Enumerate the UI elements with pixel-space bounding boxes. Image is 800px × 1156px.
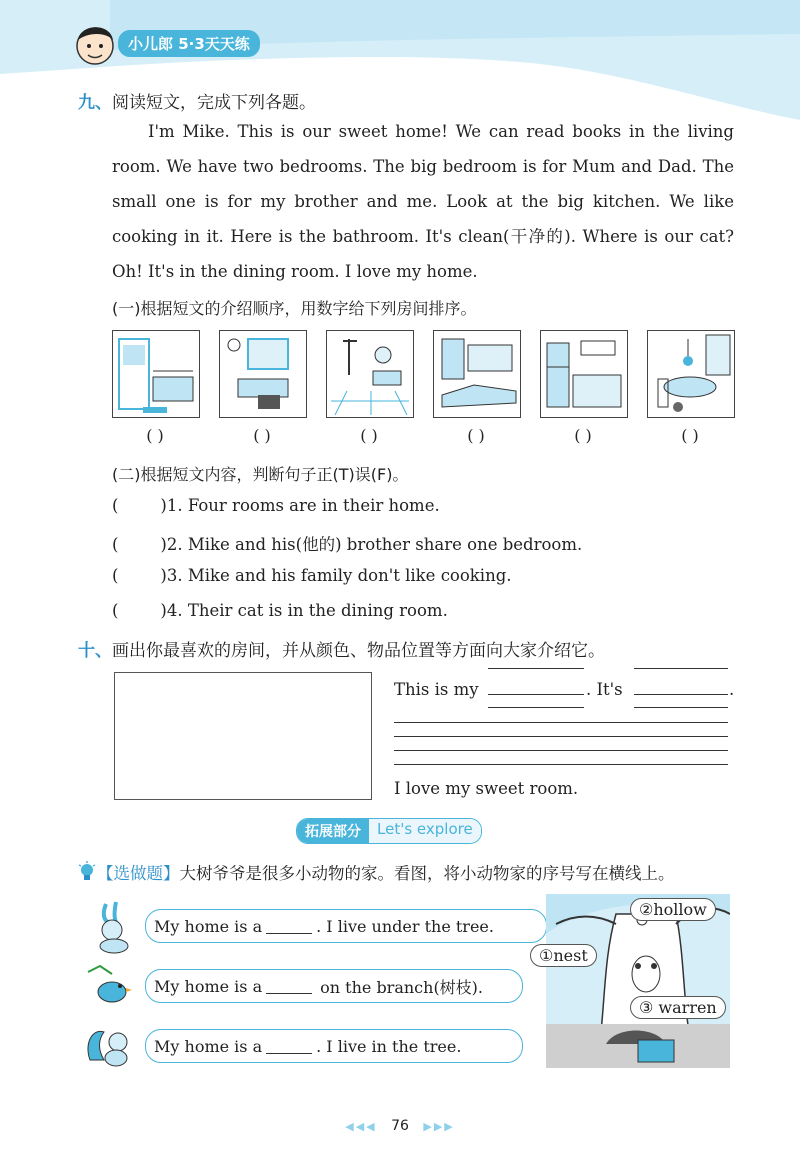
label-nest: ①nest: [530, 944, 597, 967]
lightbulb-icon: [78, 861, 96, 883]
this-is-my-label: This is my: [394, 680, 479, 699]
writing-line-3[interactable]: [394, 750, 728, 751]
tf-statement-2[interactable]: ( )2. Mike and his(他的) brother share one bedroom.: [112, 535, 583, 554]
writing-line-1[interactable]: [394, 722, 728, 723]
part-2-instruction: (二)根据短文内容，判断句子正(T)误(F)。: [112, 465, 409, 484]
optional-title: 大树爷爷是很多小动物的家。看图，将小动物家的序号写在横线上。: [179, 864, 675, 883]
explore-english: Let's explore: [369, 819, 481, 843]
order-blank-4[interactable]: ( ): [467, 426, 485, 445]
rabbit-icon: [88, 900, 138, 954]
label-warren: ③ warren: [630, 996, 726, 1019]
order-blank-3[interactable]: ( ): [360, 426, 378, 445]
section-10-number: 十、: [78, 641, 112, 661]
sentence-1-end: . I live under the tree.: [316, 916, 494, 936]
color-answer-line[interactable]: [634, 694, 728, 695]
picture-bathroom: [326, 330, 414, 418]
answer-blank-1[interactable]: [266, 919, 312, 934]
sentence-bubble-1: [145, 909, 547, 943]
right-arrows-icon: ▶▶▶: [423, 1120, 455, 1133]
order-blank-5[interactable]: ( ): [574, 426, 592, 445]
explore-label: 拓展部分: [297, 819, 369, 843]
part-1-instruction: (一)根据短文的介绍顺序，用数字给下列房间排序。: [112, 299, 477, 318]
sentence-3-start: My home is a: [154, 1036, 263, 1056]
guide-line: [488, 707, 584, 708]
picture-dining-room: [647, 330, 735, 418]
sentence-1-start: My home is a: [154, 916, 263, 936]
order-blank-6[interactable]: ( ): [681, 426, 699, 445]
optional-tag: 【选做题】: [97, 864, 180, 883]
picture-master-bedroom: [433, 330, 521, 418]
bird-icon: [86, 962, 138, 1008]
period-mark: .: [729, 680, 735, 699]
answer-blank-3[interactable]: [266, 1039, 312, 1054]
reading-passage: I'm Mike. This is our sweet home! We can read books in the living room. We have two bedrooms. The big bedroom is for Mum and Dad. The small one is for my brother and me. Look at the big kitchen. We like cooking in it. Here is the bathroom. It's clean(干净的). Where is our cat? Oh! It's in the dining room. I love my home.: [112, 122, 734, 281]
its-label: . It's: [586, 680, 623, 699]
order-blank-2[interactable]: ( ): [253, 426, 271, 445]
optional-heading: [97, 860, 675, 884]
writing-line-4[interactable]: [394, 764, 728, 765]
room-answer-line[interactable]: [488, 694, 584, 695]
sentence-3-end: . I live in the tree.: [316, 1036, 462, 1056]
picture-kitchen: [540, 330, 628, 418]
closing-sentence: I love my sweet room.: [394, 779, 579, 798]
section-9-heading: [78, 88, 316, 113]
section-10-title: 画出你最喜欢的房间，并从颜色、物品位置等方面向大家介绍它。: [112, 641, 605, 661]
order-blank-1[interactable]: ( ): [146, 426, 164, 445]
section-10-heading: [78, 636, 605, 661]
sentence-bubble-3: [145, 1029, 523, 1063]
picture-living-room: [219, 330, 307, 418]
brand-logo: 小儿郎 5·3天天练: [118, 30, 260, 57]
explore-banner: [296, 818, 482, 844]
answer-blank-2[interactable]: [266, 979, 312, 994]
writing-line-2[interactable]: [394, 736, 728, 737]
drawing-box[interactable]: [114, 672, 372, 800]
boy-mascot-icon: [70, 18, 120, 70]
picture-bedroom: [112, 330, 200, 418]
squirrel-icon: [84, 1020, 136, 1070]
section-9-title: 阅读短文，完成下列各题。: [112, 93, 316, 113]
sentence-2-start: My home is a: [154, 976, 263, 996]
tf-statement-3[interactable]: ( )3. Mike and his family don't like cooking.: [112, 566, 512, 585]
tf-statement-4[interactable]: ( )4. Their cat is in the dining room.: [112, 601, 448, 620]
label-hollow: ②hollow: [630, 898, 716, 921]
page-number: 76: [391, 1118, 409, 1134]
guide-line: [634, 668, 728, 669]
sentence-bubble-2: [145, 969, 523, 1003]
guide-line: [634, 707, 728, 708]
left-arrows-icon: ◀◀◀: [345, 1120, 377, 1133]
page-footer: [0, 1118, 800, 1134]
tf-statement-1[interactable]: ( )1. Four rooms are in their home.: [112, 496, 440, 515]
guide-line: [488, 668, 584, 669]
sentence-2-end: on the branch(树枝).: [320, 977, 484, 997]
section-9-number: 九、: [78, 93, 112, 113]
